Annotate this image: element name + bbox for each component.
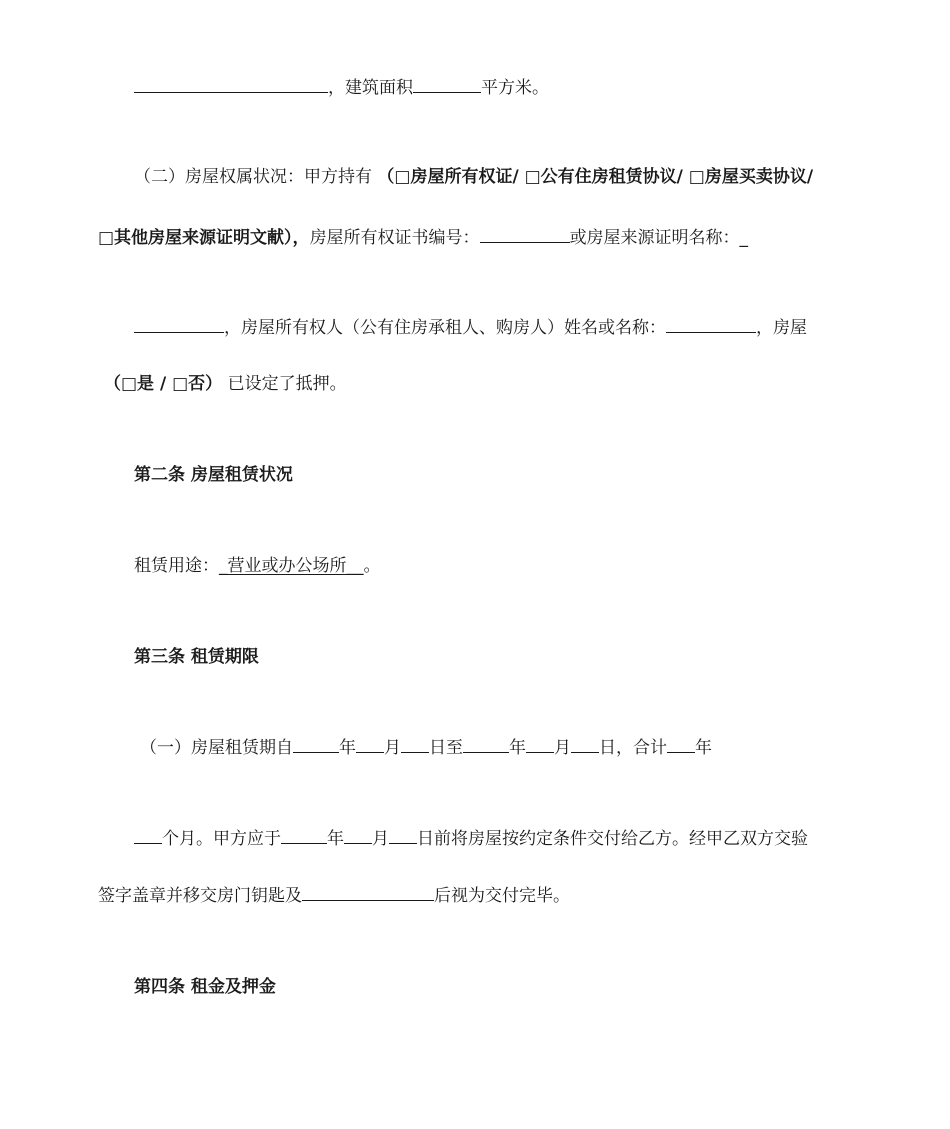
mortgage-options: （□是 / □否） [104,374,223,394]
usage-end: 。 [363,556,381,576]
total-year-blank [667,736,695,753]
owner-label: ，房屋所有权人（公有住房承租人、购房人）姓名或名称： [224,318,666,338]
handover-label: 个月。甲方应于 [162,829,281,849]
month-label: 月 [384,738,401,758]
area-unit: 平方米。 [481,78,549,98]
article-4-heading: 第四条 租金及押金 [134,977,276,997]
term-line-2 [134,827,808,850]
handover-day-blank [389,827,417,844]
year-label-2: 年 [509,738,526,758]
usage-line [134,555,381,577]
end-year-blank [463,736,509,753]
end-month-blank [526,736,554,753]
house-label: ，房屋 [756,318,807,338]
mortgage-text: 已设定了抵押。 [222,374,347,394]
handover-text: 日前将房屋按约定条件交付给乙方。经甲乙双方交验 [417,829,808,849]
start-month-blank [356,736,384,753]
source-name-label: 或房屋来源证明名称：_ [569,228,749,248]
area-blank [413,76,481,93]
ownership-options-1: （□房屋所有权证/ □公有住房租赁协议/ □房屋买卖协议/ [377,167,814,187]
usage-value: _营业或办公场所__ [219,556,364,576]
owner-line [134,316,807,339]
end-day-blank [571,736,599,753]
mortgage-line [104,373,347,395]
article-3-heading: 第三条 租赁期限 [134,647,259,667]
certificate-number-label: 房屋所有权证书编号： [309,228,480,248]
year-label: 年 [339,738,356,758]
area-label: ，建筑面积 [328,78,413,98]
month-label-4: 月 [372,829,389,849]
start-year-blank [293,736,339,753]
keys-blank [302,884,434,901]
start-day-blank [401,736,429,753]
keys-label: 签字盖章并移交房门钥匙及 [98,886,302,906]
ownership-label: （二）房屋权属状况：甲方持有 [134,167,378,187]
year-label-4: 年 [327,829,344,849]
usage-label: 租赁用途： [134,556,219,576]
ownership-line-1 [134,166,813,188]
term-line-1 [140,736,712,759]
total-label: 日，合计 [599,738,667,758]
article-2-heading: 第二条 房屋租赁状况 [134,465,293,485]
area-line [134,76,549,99]
delivery-complete-text: 后视为交付完毕。 [434,886,570,906]
address-blank [134,76,328,93]
total-month-blank [134,827,162,844]
source-name-blank [134,316,224,333]
ownership-options-2: □其他房屋来源证明文献）， [98,228,310,248]
handover-month-blank [344,827,372,844]
term-line-3 [98,884,570,907]
term-start-label: （一）房屋租赁期自 [140,738,293,758]
to-label: 日至 [429,738,463,758]
owner-blank [666,316,756,333]
year-label-3: 年 [695,738,712,758]
ownership-line-2 [98,226,748,249]
handover-year-blank [281,827,327,844]
month-label-2: 月 [554,738,571,758]
certificate-number-blank [480,226,570,243]
